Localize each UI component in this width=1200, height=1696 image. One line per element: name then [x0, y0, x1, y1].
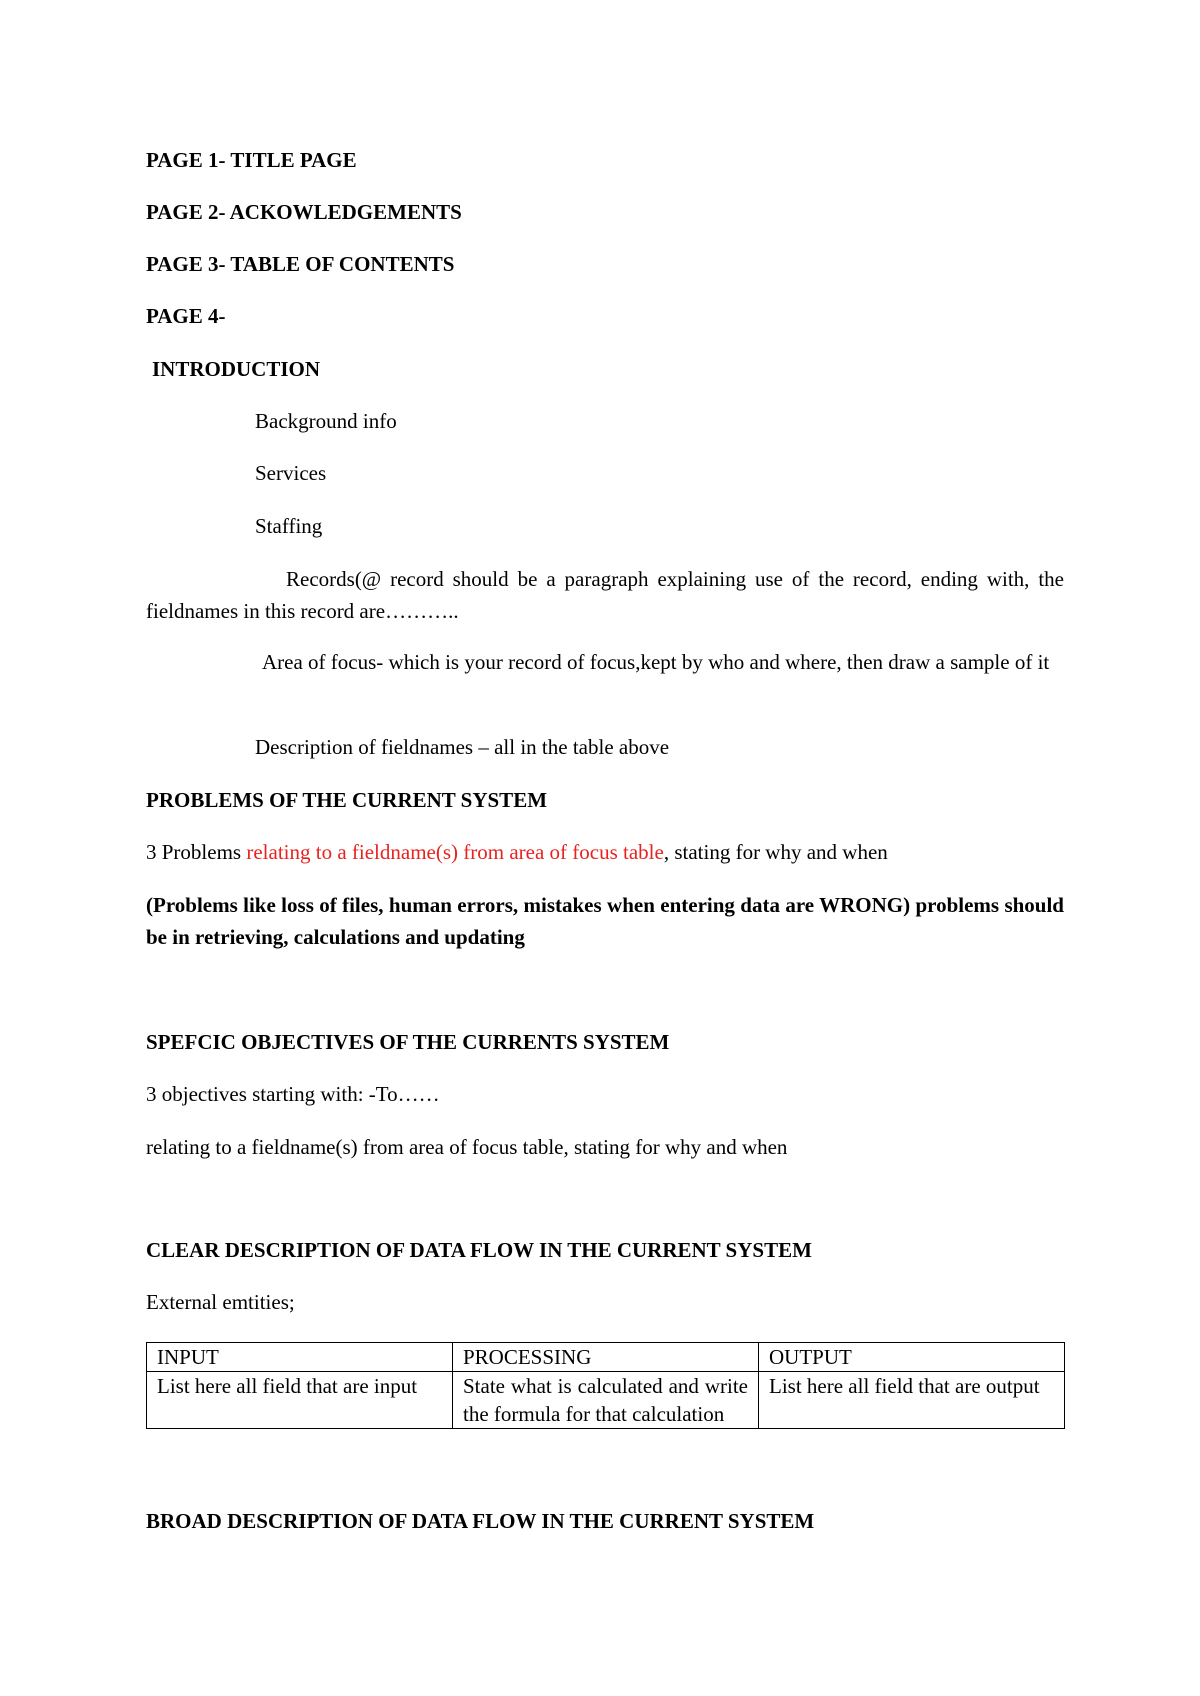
introduction-heading: INTRODUCTION [152, 357, 321, 381]
intro-item-staffing: Staffing [255, 514, 323, 538]
area-of-focus-paragraph: Area of focus- which is your record of focus,kept by who and where, then draw a sample of it [262, 650, 1050, 674]
records-paragraph: Records(@ record should be a paragraph explaining use of the record, ending with, the fieldnames in this record are……….. [146, 567, 1064, 623]
table-cell-output: List here all field that are output [759, 1372, 1065, 1429]
problems-heading: PROBLEMS OF THE CURRENT SYSTEM [146, 788, 548, 812]
problems-line-end: , stating for why and when [663, 840, 888, 864]
table-header-processing: PROCESSING [453, 1343, 759, 1372]
toc-page-1: PAGE 1- TITLE PAGE [146, 148, 357, 172]
problems-note: (Problems like loss of files, human errors, mistakes when entering data are WRONG) problems should be in retrieving, calculations and updating [146, 893, 1064, 949]
intro-item-services: Services [255, 461, 327, 485]
data-flow-table [146, 1342, 1065, 1429]
table-header-output: OUTPUT [759, 1343, 1065, 1372]
intro-item-background: Background info [255, 409, 397, 433]
problems-line-start: 3 Problems [146, 840, 247, 864]
problems-line [146, 836, 1064, 868]
broad-flow-heading: BROAD DESCRIPTION OF DATA FLOW IN THE CURRENT SYSTEM [146, 1509, 815, 1533]
objectives-heading: SPEFCIC OBJECTIVES OF THE CURRENTS SYSTEM [146, 1030, 670, 1054]
toc-page-3: PAGE 3- TABLE OF CONTENTS [146, 252, 455, 276]
external-entities: External emtities; [146, 1290, 295, 1314]
objectives-line-1: 3 objectives starting with: -To…… [146, 1082, 440, 1106]
toc-page-4: PAGE 4- [146, 304, 226, 328]
problems-line-highlight: relating to a fieldname(s) from area of focus table [246, 840, 664, 864]
table-cell-processing: State what is calculated and write the formula for that calculation [453, 1372, 759, 1429]
toc-page-2: PAGE 2- ACKOWLEDGEMENTS [146, 200, 462, 224]
table-cell-input: List here all field that are input [147, 1372, 453, 1429]
objectives-line-2: relating to a fieldname(s) from area of focus table, stating for why and when [146, 1135, 788, 1159]
clear-flow-heading: CLEAR DESCRIPTION OF DATA FLOW IN THE CURRENT SYSTEM [146, 1238, 812, 1262]
table-row [147, 1372, 1065, 1429]
table-header-row [147, 1343, 1065, 1372]
description-of-fieldnames: Description of fieldnames – all in the table above [255, 735, 670, 759]
table-header-input: INPUT [147, 1343, 453, 1372]
